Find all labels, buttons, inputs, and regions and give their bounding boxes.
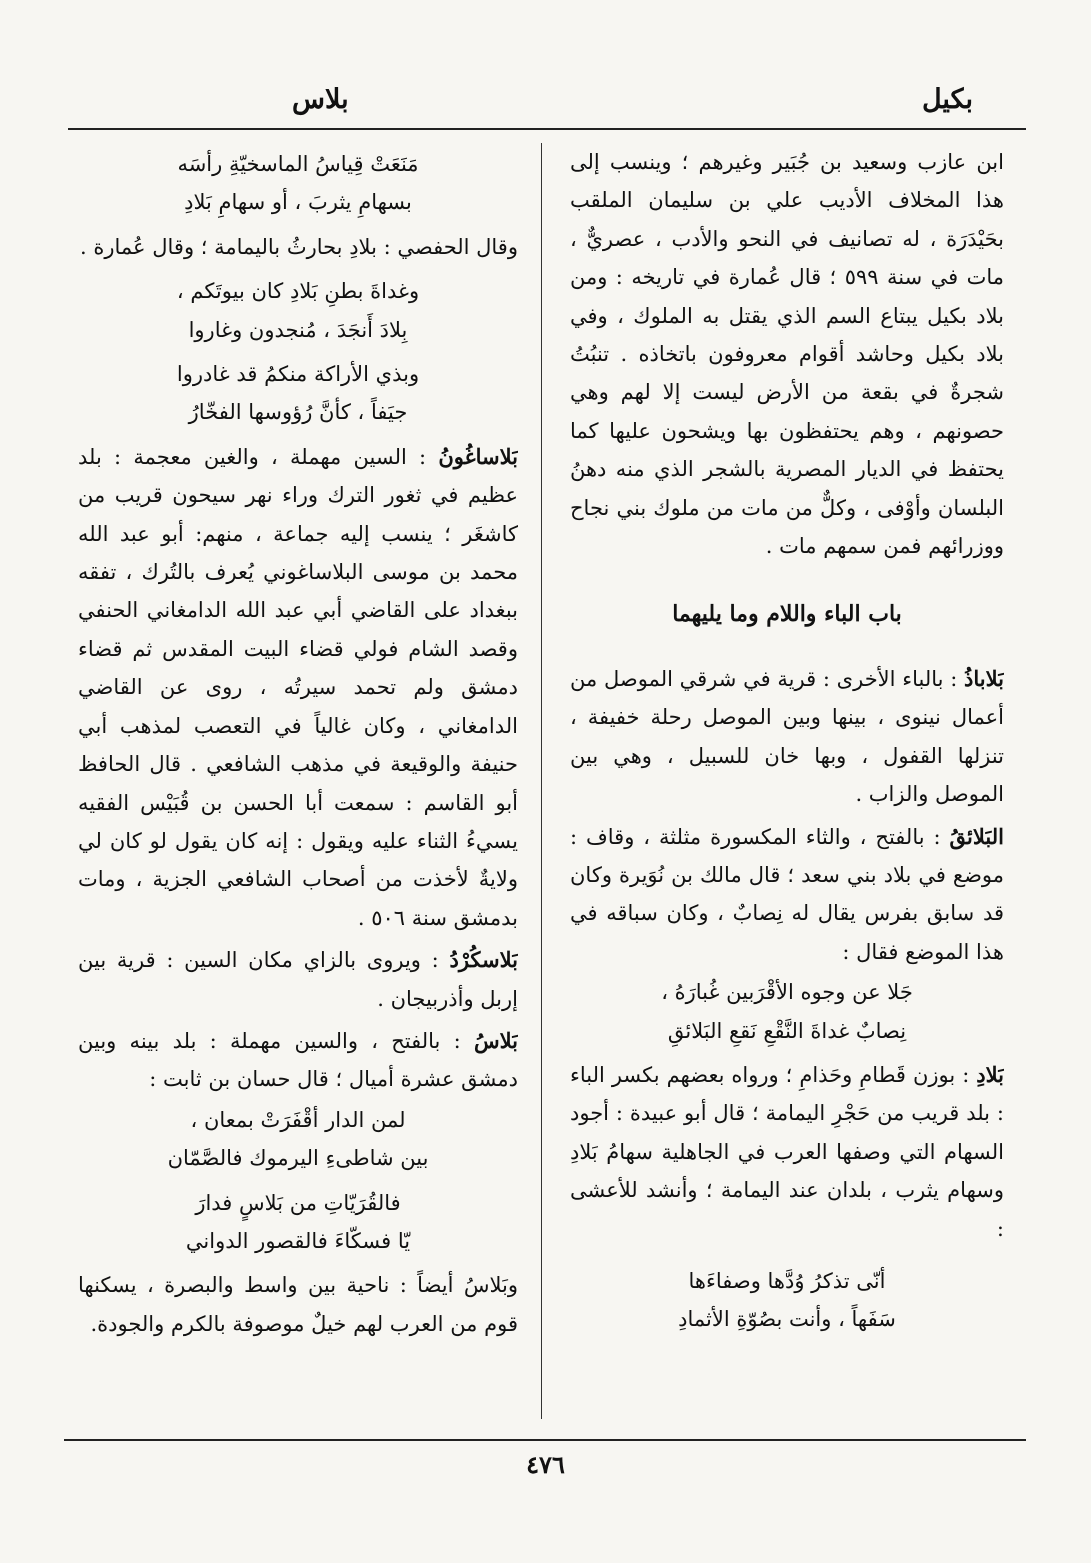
entry-term: بَلاسكُرْدُ [449, 947, 518, 973]
entry-text: : بالفتح ، والثاء المكسورة مثلثة ، وقاف : موضع في بلاد بني سعد ؛ قال مالك بن نُوَيرة وكان قد سابق بفرس يقال له نِصابٌ ، وكان سباقه في هذا الموضع فقال : [570, 824, 1004, 964]
verse-line: وغداةَ بطنِ بَلادِ كان بيوتَكم ، [176, 279, 420, 304]
verse-line: جيَفاً ، كأنَّ رُؤوسها الفخّارُ [188, 400, 408, 425]
verse-line: بِلادَ أَنجَدَ ، مُنجدون وغاروا [188, 317, 408, 342]
section-title: باب الباء واللام وما يليهما [672, 601, 902, 628]
verse-line: فالقُرَيّاتِ من بَلاسٍ فدارَ [195, 1190, 401, 1215]
verse-line: نِصابٌ غداةَ النَّقْعِ نَقعِ البَلائقِ [667, 1018, 907, 1043]
entry-text: : بوزن قَطامِ وحَذامِ ؛ ورواه بعضهم بكسر الباء : بلد قريب من حَجْرِ اليمامة ؛ قال أبو عبيدة : أجود السهام التي وصفها العرب في الجاهلية سهامُ بَلادِ وسهام يثرب ، بلدان عند اليمامة ؛ وأنشد للأعشى : [570, 1062, 1004, 1241]
verse-line: مَنَعَتْ قِياسُ الماسخيّةِ رأسَه [177, 152, 419, 176]
verse [78, 272, 518, 349]
entry-balasaghun [78, 438, 518, 937]
verse-line: أنّى تذكرُ وُدَّها وصفاءَها [688, 1268, 886, 1293]
verse-line: جَلا عن وجوه الأقْرَبين غُبارَهُ ، [661, 980, 913, 1005]
verse [570, 1262, 1004, 1339]
verse-line: بين شاطىءِ اليرموك فالصَّمّان [167, 1146, 429, 1171]
entry-term: بَلاساغُونُ [438, 443, 518, 469]
entry-balas [78, 1022, 518, 1099]
paragraph: وقال الحفصي : بلادِ بحارثُ باليمامة ؛ وقال عُمارة . [80, 234, 518, 259]
entry-text: : بالباء الأخرى : قرية في شرقي الموصل من أعمال نينوى ، بينها وبين الموصل رحلة خفيفة ، تنزلها القفول ، وبها خان للسبيل ، وهي بين الموصل والزاب . [570, 666, 1004, 807]
entry-term: بَلادِ [976, 1061, 1004, 1087]
verse-line: يّا فسكّاءَ فالقصور الدواني [185, 1228, 411, 1253]
page-number: ٤٧٦ [526, 1450, 565, 1479]
verse [570, 973, 1004, 1050]
left-column [78, 143, 518, 1423]
entry-text: : السين مهملة ، والغين معجمة : بلد عظيم في ثغور الترك وراء نهر سيحون قريب من كاشغَر ؛ ينسب إليه جماعة ، منهم: أبو عبد الله محمد بن موسى البلاساغوني يُعرف بالتُرك ، تفقه ببغداد على القاضي أبي عبد الله الدامغاني الحنفي وقصد الشام فولي قضاء البيت المقدس ثم قضاء دمشق ولم تحمد سيرتُه ، روى عن القاضي الدامغاني ، وكان غالياً في التعصب لمذهب أبي حنيفة والوقيعة في مذهب الشافعي . قال الحافظ أبو القاسم : سمعت أبا الحسن بن قُبَيْس الفقيه يسيءُ الثناء عليه ويقول : إنه كان يقول لو كان لي ولايةٌ لأخذت من أصحاب الشافعي الجزية ، ومات بدمشق سنة ٥٠٦ . [78, 444, 518, 930]
verse-line: وبذي الأراكة منكمُ قد غادروا [176, 362, 420, 387]
entry-term: بَلاسُ [473, 1027, 518, 1053]
entry-term: بَلاباذُ [964, 665, 1004, 691]
paragraph-bakil: ابن عازب وسعيد بن جُبَير وغيرهم ؛ وينسب إلى هذا المخلاف الأديب علي بن سليمان الملقب بحَيْدَرَة ، له تصانيف في النحو والأدب ، عصريٌّ ، مات في سنة ٥٩٩ ؛ قال عُمارة في تاريخه : ومن بلاد بكيل يبتاع السم الذي يقتل به الملوك ، وفي بلاد بكيل وحاشد أقوام معروفون باتخاذه . تنبُتُ شجرةٌ في بقعة من الأرض ليست إلا لهم وهي حصونهم ، وهم يحتفظون بها ويشحون عليها كما يحتفظ في الديار المصرية بالشجر الذي منه دهنُ البلسان وأوْفى ، وكلٌّ من مات من ملوك بني نجاح ووزرائهم فمن سمهم مات . [570, 150, 1004, 559]
entry-term: البَلائقُ [949, 823, 1004, 849]
verse-line: لمن الدار أقْفَرَتْ بمعان ، [190, 1107, 406, 1132]
verse-line: بسهامِ يثربَ ، أو سهامِ بَلادِ [184, 190, 412, 215]
verse [78, 1101, 518, 1178]
header-rule [68, 128, 1026, 130]
running-head-left: بلاس [292, 84, 349, 115]
paragraph: وبَلاسُ أيضاً : ناحية بين واسط والبصرة ، يسكنها قوم من العرب لهم خيلٌ موصوفة بالكرم والجودة. [78, 1273, 518, 1336]
footer-rule [64, 1439, 1026, 1441]
verse [78, 355, 518, 432]
right-column [570, 143, 1004, 1423]
entry-balaiq [570, 818, 1004, 972]
running-head-right: بكيل [921, 84, 973, 115]
entry-text: : ويروى بالزاي مكان السين : قرية بين إربل وأذربيجان . [78, 948, 518, 1011]
entry-balaskurd [78, 941, 518, 1018]
column-divider [541, 143, 542, 1419]
entry-text: : بالفتح ، والسين مهملة : بلد بينه وبين دمشق عشرة أميال ؛ قال حسان بن ثابت : [78, 1028, 518, 1092]
verse [78, 1184, 518, 1261]
verse-line: سَفَهاً ، وأنت بصُوّةِ الأثمادِ [678, 1307, 896, 1332]
entry-bilad [570, 1056, 1004, 1248]
entry-balabad [570, 660, 1004, 814]
verse [78, 145, 518, 222]
